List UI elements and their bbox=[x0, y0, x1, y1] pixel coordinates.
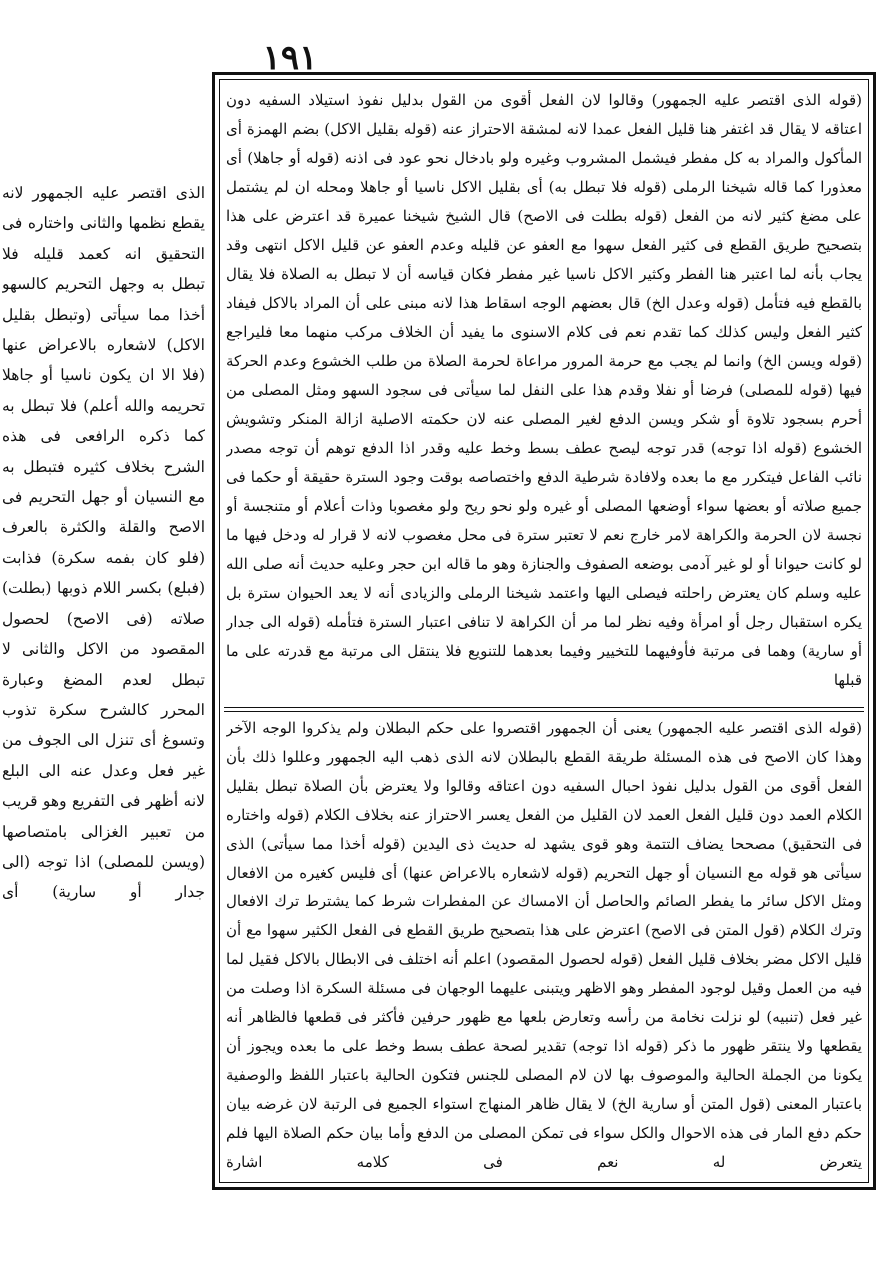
main-commentary-upper bbox=[226, 86, 862, 702]
section-divider-top bbox=[224, 707, 864, 708]
margin-note-column bbox=[2, 178, 205, 1178]
page-number: ١٩١ bbox=[262, 38, 318, 78]
commentary-lower-text: (قوله الذى اقتصر عليه الجمهور) يعنى أن الجمهور اقتصروا على حكم البطلان ولم يذكروا الوجه الآخر وهذا كان الاصح فى هذه المسئلة طريقة القطع بالبطلان لانه الذى ذهب اليه الجمهور وعللوا ذلك بأن الفعل أقوى من القول بدليل نفوذ احبال السفيه دون اعتاقه وقالوا ولا يعترض بأن الصلاة تبطل بقليل الكلام العمد دون قليل الفعل العمد لان القليل من الفعل يعسر الاحتراز عنه بخلاف الكلام (قوله واختاره فى التحقيق) مصححا يضاف التتمة وهو قوى يشهد له حديث ذى اليدين (قوله أخذا مما سيأتى) الذى سيأتى هو قوله مع النسيان أو جهل التحريم (قوله لاشعاره بالاعراض عنها) أى فليس كغيره من الافعال ومثل الاكل سائر ما يفطر الصائم والحاصل أن الامساك عن المفطرات شرط كما يشترط ترك الافعال وترك الكلام (قول المتن فى الاصح) اعترض على هذا بتصحيح طريق القطع فى الفعل الكثير سهوا مع أن قليل الاكل مضر بخلاف قليل الفعل (قوله لحصول المقصود) اعلم أنه اختلف فى الابطال بالاكل فقيل لما فيه من العمل وقيل لوجود المفطر وهو الاظهر ويتبنى عليهما الوجهان فى مسئلة السكرة اذا وصلت من غير فعل (تنبيه) لو نزلت نخامة من رأسه وتعارض بلعها مع ظهور حرفين فأكثر فى قطعها فالظاهر أنه يقطعها ولا ينتقر ظهور ما ذكر (قوله اذا توجه) تقدير لصحة عطف بسط وخط على ما بعده ويجوز أن يكونا من الجملة الحالية والموصوف بها لان لام المصلى للجنس فتكون الحالية باعتبار اللفظ والوصفية باعتبار المعنى (قول المتن أو سارية الخ) لا يقال ظاهر المنهاج استواء الجميع فى الرتبة لان غرضه بيان حكم دفع المار فى هذه الاحوال والكل سواء فى تمكن المصلى من الدفع وأما بيان حكم الصلاة اليها فلم يتعرض له نعم فى كلامه اشارة bbox=[226, 719, 862, 1171]
main-commentary-lower bbox=[226, 714, 862, 1176]
commentary-upper-text: (قوله الذى اقتصر عليه الجمهور) وقالوا لان الفعل أقوى من القول بدليل نفوذ استيلاد السفيه دون اعتاقه لا يقال قد اغتفر هنا قليل الفعل عمدا لانه لمشقة الاحتراز عنه (قوله بقليل الاكل) بضم الهمزة أى المأكول والمراد به كل مفطر فيشمل المشروب وغيره ولو بادخال نحو عود فى اذنه (قوله أو جاهلا) أى معذورا كما قاله شيخنا الرملى (قوله فلا تبطل به) أى بقليل الاكل ناسيا أو جاهلا ومحله ان لم يشتمل على مضغ كثير لانه من الفعل (قوله بطلت فى الاصح) قال الشيخ شيخنا عميرة قد اعترض على هذا بتصحيح طريق القطع فى كثير الفعل سهوا مع العفو عن قليله وعدم العفو عن قليل الاكل انتهى وقد يجاب بأنه لما اعتبر هنا الفطر وكثير الاكل ناسيا غير مفطر فكان قياسه أن لا تبطل به الصلاة فلا يقال بالقطع فيه فتأمل (قوله وعدل الخ) قال بعضهم الوجه اسقاط هذا لانه مبنى على أن المراد بالاكل فيفاد كثير الفعل وليس كذلك كما تقدم نعم فى كلام الاسنوى ما يفيد أن الخلاف مركب منهما معا فليراجع (قوله ويسن الخ) وانما لم يجب مع حرمة المرور مراعاة لحرمة الصلاة من طلب الخشوع وعدم الحركة فيها (قوله للمصلى) فرضا أو نفلا وقدم هذا على النفل لما سيأتى فى سجود السهو ومثل المصلى من أحرم بسجود تلاوة أو شكر ويسن الدفع لغير المصلى عنه لان حكمته الاصلية ازالة المنكر وتشويش الخشوع (قوله اذا توجه) قدر توجه ليصح عطف بسط وخط عليه وقدر اذا الدفع توهم أن توجه مصدر نائب الفاعل فيتكرر مع ما بعده ولافادة شرطية الدفع واختصاصه بوقت وجود السترة حقيقة أو حكما فى جميع صلاته أو بعضها سواء أوضعها المصلى أو غيره ولو نحو ريح ولو مغصوبا وذات أعلام أو متنجسة أو نجسة لان الحرمة والكراهة لامر خارج نعم لا تعتبر سترة فى محل مغصوب لانه لا قرار له ودخل فيها ما لو كانت حيوانا أو لو غير آدمى بوضعه الصفوف والجنازة وهو ما قاله ابن حجر وعليه حديث أنه صلى الله عليه وسلم كان يعترض راحلته فيصلى اليها واعتمد شيخنا الرملى والزيادى أنه لا يعد الحيوان سترة بل يكره استقبال رجل أو امرأة وفيه نظر لما مر أن الكراهة لا تنافى اعتبار السترة فتأمله (قوله الى جدار أو سارية) وهما فى مرتبة فأوفيهما للتخيير وفيما بعدهما للتنويع فلا ينتقل الى مرتبة مع قدرته على ما قبلها bbox=[226, 91, 862, 689]
margin-note-text: الذى اقتصر عليه الجمهور لانه يقطع نظمها والثانى واختاره فى التحقيق انه كعمد قليله فلا تبطل به وجهل التحريم كالسهو أخذا مما سيأتى (وتبطل بقليل الاكل) لاشعاره بالاعراض عنها (فلا الا ان يكون ناسيا أو جاهلا تحريمه والله أعلم) فلا تبطل به كما ذكره الرافعى فى هذه الشرح بخلاف كثيره فتبطل به مع النسيان أو جهل التحريم فى الاصح والقلة والكثرة بالعرف (فلو كان بفمه سكرة) فذابت (فبلع) بكسر اللام ذوبها (بطلت) صلاته (فى الاصح) لحصول المقصود من الاكل والثانى لا تبطل لعدم المضغ وعبارة المحرر كالشرح سكرة تذوب وتسوغ أى تنزل الى الجوف من غير فعل وعدل عنه الى البلع لانه أظهر فى التفريع وهو قريب من تعبير الغزالى بامتصاصها (ويسن للمصلى) اذا توجه (الى جدار أو سارية) أى bbox=[2, 184, 205, 902]
section-divider-bottom bbox=[224, 711, 864, 712]
